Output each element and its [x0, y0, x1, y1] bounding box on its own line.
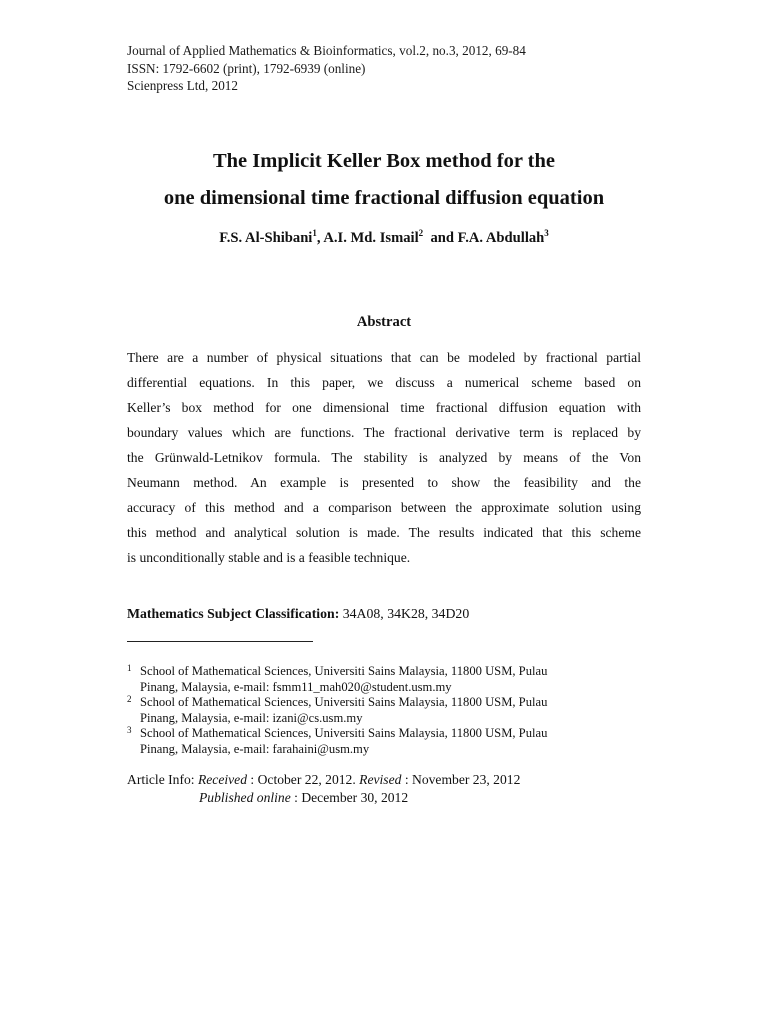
footnote-affiliation: School of Mathematical Sciences, Universiti Sains Malaysia, 11800 USM, Pulau — [140, 664, 548, 678]
author-name: F.A. Abdullah — [457, 230, 545, 246]
footnote-item — [127, 695, 547, 726]
abstract-line: boundary values which are functions. The fractional derivative term is replaced by — [127, 425, 641, 440]
author-name: F.S. Al-Shibani — [219, 230, 313, 246]
abstract-line: There are a number of physical situations that can be modeled by fractional partial — [127, 350, 641, 365]
paper-title-line-2: one dimensional time fractional diffusion equation — [163, 187, 605, 209]
author-separator: and — [423, 230, 458, 246]
subject-classification — [127, 606, 469, 622]
published-label: Published online — [199, 790, 291, 805]
footnotes — [127, 664, 547, 758]
revised-date: : November 23, 2012 — [401, 772, 521, 787]
author-list — [0, 230, 768, 247]
footnote-item — [127, 726, 547, 757]
abstract-line: Keller’s box method for one dimensional time fractional diffusion equation with — [127, 400, 641, 415]
author-affiliation-mark: 2 — [418, 228, 424, 238]
abstract-line: Neumann method. An example is presented to show the feasibility and the — [127, 475, 641, 490]
abstract-line: the Grünwald-Letnikov formula. The stability is analyzed by means of the Von — [127, 450, 641, 465]
footnote-email: Pinang, Malaysia, e-mail: farahaini@usm.my — [140, 741, 370, 756]
journal-citation: Journal of Applied Mathematics & Bioinformatics, vol.2, no.3, 2012, 69-84 — [127, 43, 526, 58]
abstract-heading: Abstract — [356, 314, 412, 330]
author-separator: , — [316, 230, 324, 246]
journal-publisher: Scienpress Ltd, 2012 — [127, 78, 238, 93]
article-info-published — [127, 789, 520, 807]
abstract-line: is unconditionally stable and is a feasible technique. — [127, 550, 411, 565]
footnote-item — [127, 664, 547, 695]
abstract-line: this method and analytical solution is made. The results indicated that this scheme — [127, 525, 641, 540]
footnote-mark: 3 — [127, 725, 132, 736]
revised-label: Revised — [359, 772, 402, 787]
article-info — [127, 771, 520, 807]
received-label: Received — [197, 772, 248, 787]
footnote-email: Pinang, Malaysia, e-mail: fsmm11_mah020@student.usm.my — [140, 679, 452, 694]
footnote-mark: 1 — [127, 663, 132, 673]
paper-title-line-1: The Implicit Keller Box method for the — [212, 150, 555, 172]
msc-codes: 34A08, 34K28, 34D20 — [339, 606, 470, 621]
abstract-line: differential equations. In this paper, we discuss a numerical scheme based on — [127, 375, 641, 390]
footnote-affiliation: School of Mathematical Sciences, Universiti Sains Malaysia, 11800 USM, Pulau — [140, 695, 548, 710]
abstract-line: accuracy of this method and a comparison between the approximate solution using — [127, 500, 641, 515]
footnote-email: Pinang, Malaysia, e-mail: izani@cs.usm.my — [140, 710, 363, 725]
footnote-mark: 2 — [127, 694, 132, 705]
author-affiliation-mark: 3 — [544, 228, 549, 238]
abstract-body — [127, 345, 641, 570]
author-affiliation-mark: 1 — [312, 228, 317, 238]
journal-issn: ISSN: 1792-6602 (print), 1792-6939 (online) — [127, 60, 366, 76]
author-name: A.I. Md. Ismail — [323, 230, 419, 246]
footnote-divider — [127, 641, 313, 642]
msc-label: Mathematics Subject Classification: — [127, 606, 340, 621]
published-date: : December 30, 2012 — [290, 790, 409, 805]
article-info-dates — [127, 771, 520, 789]
article-info-prefix: Article Info: — [127, 772, 198, 787]
footnote-affiliation: School of Mathematical Sciences, Universiti Sains Malaysia, 11800 USM, Pulau — [140, 726, 548, 741]
received-date: : October 22, 2012. — [247, 772, 360, 787]
journal-header — [127, 42, 526, 95]
